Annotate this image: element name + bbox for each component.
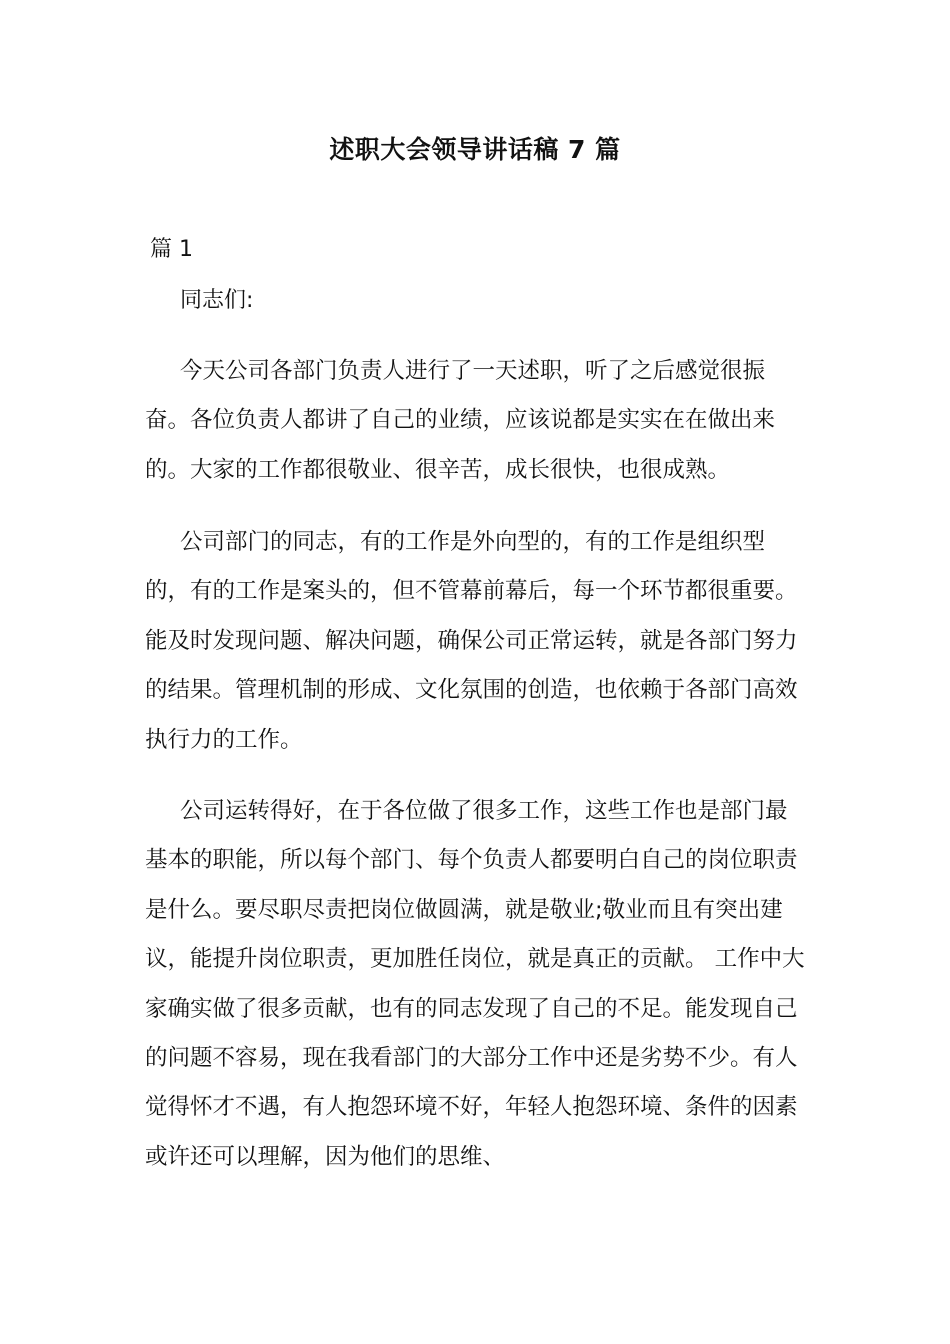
section-label: 篇 1 xyxy=(150,237,193,262)
paragraph-2: 公司部门的同志，有的工作是外向型的，有的工作是组织型的，有的工作是案头的，但不管幕前幕后，每一个环节都很重要。能及时发现问题、解决问题，确保公司正常运转，就是各部门努力的结果。管理机制的形成、文化氛围的创造，也依赖于各部门高效执行力的工作。 xyxy=(145,529,798,753)
paragraph-1: 今天公司各部门负责人进行了一天述职，听了之后感觉很振奋。各位负责人都讲了自己的业绩，应该说都是实实在在做出来的。大家的工作都很敬业、很辛苦，成长很快，也很成熟。 xyxy=(145,358,776,483)
salutation: 同志们: xyxy=(180,288,254,313)
paragraph-3: 公司运转得好，在于各位做了很多工作，这些工作也是部门最基本的职能，所以每个部门、每个负责人都要明白自己的岗位职责是什么。要尽职尽责把岗位做圆满，就是敬业;敬业而且有突出建议，能提升岗位职责，更加胜任岗位，就是真正的贡献。 工作中大家确实做了很多贡献，也有的同志发现了自己的不足。能发现自己的问题不容易，现在我看部门的大部分工作中还是劣势不少。有人觉得怀才不遇，有人抱怨环境不好，年轻人抱怨环境、条件的因素或许还可以理解，因为他们的思维、 xyxy=(145,798,805,1170)
document-title: 述职大会领导讲话稿 7 篇 xyxy=(329,135,621,164)
